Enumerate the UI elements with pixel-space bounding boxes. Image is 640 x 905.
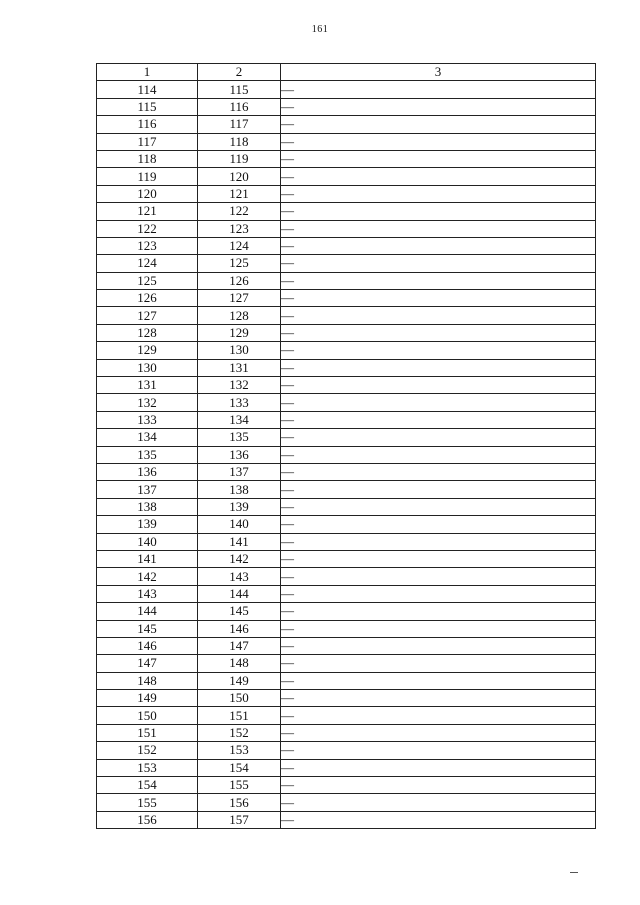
table-cell-col2: 127 [198,290,281,307]
table-cell-col3: — [281,603,596,620]
table-cell-col2: 129 [198,324,281,341]
table-cell-col2: 121 [198,185,281,202]
table-cell-col2: 138 [198,481,281,498]
table-row [97,168,596,185]
table-row [97,307,596,324]
table-cell-col3: — [281,290,596,307]
table-cell-col1: 118 [97,150,198,167]
table-cell-col2: 125 [198,255,281,272]
table-cell-col2: 148 [198,655,281,672]
table-cell-col3: — [281,637,596,654]
table-row [97,533,596,550]
table-cell-col1: 121 [97,203,198,220]
table-row [97,794,596,811]
table-cell-col2: 139 [198,498,281,515]
table-cell-col2: 117 [198,116,281,133]
table-cell-col1: 139 [97,516,198,533]
table-row [97,133,596,150]
corner-mark [570,872,578,873]
table-cell-col2: 147 [198,637,281,654]
table-row [97,185,596,202]
table-cell-col1: 135 [97,446,198,463]
table-row [97,324,596,341]
table-row [97,429,596,446]
table-cell-col2: 151 [198,707,281,724]
table-cell-col2: 116 [198,98,281,115]
table-row [97,620,596,637]
table-cell-col3: — [281,185,596,202]
table-cell-col1: 132 [97,394,198,411]
table-cell-col1: 130 [97,359,198,376]
table-cell-col3: — [281,98,596,115]
table-row [97,777,596,794]
table-cell-col2: 140 [198,516,281,533]
table-cell-col2: 137 [198,463,281,480]
table-body [97,81,596,829]
table-cell-col1: 156 [97,811,198,828]
table-cell-col1: 154 [97,777,198,794]
table-cell-col2: 128 [198,307,281,324]
table-header-row [97,64,596,81]
data-table [96,63,596,829]
column-header-2: 2 [198,64,281,81]
table-cell-col2: 143 [198,568,281,585]
table-cell-col2: 126 [198,272,281,289]
table-row [97,672,596,689]
table-cell-col3: — [281,620,596,637]
table-row [97,342,596,359]
table-cell-col3: — [281,585,596,602]
table-cell-col2: 130 [198,342,281,359]
table-cell-col3: — [281,568,596,585]
table-row [97,116,596,133]
table-cell-col1: 138 [97,498,198,515]
table-cell-col3: — [281,429,596,446]
table-row [97,498,596,515]
table-row [97,290,596,307]
table-cell-col1: 147 [97,655,198,672]
table-cell-col3: — [281,777,596,794]
table-cell-col1: 146 [97,637,198,654]
table-cell-col2: 124 [198,237,281,254]
table-cell-col2: 115 [198,81,281,98]
table-cell-col3: — [281,359,596,376]
table-cell-col1: 127 [97,307,198,324]
table-cell-col3: — [281,116,596,133]
table-header [97,64,596,81]
table-row [97,463,596,480]
table-cell-col3: — [281,498,596,515]
column-header-1: 1 [97,64,198,81]
table-row [97,707,596,724]
table-cell-col3: — [281,324,596,341]
table-row [97,272,596,289]
table-cell-col1: 142 [97,568,198,585]
table-cell-col2: 157 [198,811,281,828]
table-cell-col3: — [281,463,596,480]
table-cell-col2: 136 [198,446,281,463]
table-cell-col2: 150 [198,690,281,707]
table-row [97,81,596,98]
table-cell-col3: — [281,150,596,167]
table-row [97,655,596,672]
table-cell-col3: — [281,133,596,150]
table-cell-col1: 149 [97,690,198,707]
table-cell-col1: 153 [97,759,198,776]
table-cell-col2: 122 [198,203,281,220]
table-cell-col3: — [281,220,596,237]
table-cell-col2: 146 [198,620,281,637]
table-cell-col1: 126 [97,290,198,307]
table-row [97,724,596,741]
table-row [97,411,596,428]
table-row [97,637,596,654]
table-cell-col1: 143 [97,585,198,602]
table-cell-col1: 119 [97,168,198,185]
table-cell-col1: 136 [97,463,198,480]
table-cell-col3: — [281,550,596,567]
table-cell-col2: 135 [198,429,281,446]
column-header-3: 3 [281,64,596,81]
table-row [97,446,596,463]
table-cell-col3: — [281,759,596,776]
table-cell-col1: 116 [97,116,198,133]
table-cell-col2: 145 [198,603,281,620]
table-cell-col1: 115 [97,98,198,115]
table-cell-col1: 123 [97,237,198,254]
table-cell-col2: 123 [198,220,281,237]
table-row [97,481,596,498]
table-row [97,237,596,254]
table-cell-col3: — [281,672,596,689]
table-row [97,585,596,602]
table-cell-col3: — [281,707,596,724]
table-row [97,516,596,533]
table-cell-col3: — [281,203,596,220]
table-cell-col3: — [281,307,596,324]
table-cell-col1: 133 [97,411,198,428]
table-cell-col3: — [281,342,596,359]
table-row [97,759,596,776]
table-cell-col2: 133 [198,394,281,411]
table-row [97,150,596,167]
table-row [97,742,596,759]
table-row [97,359,596,376]
table-row [97,690,596,707]
table-cell-col1: 140 [97,533,198,550]
table-cell-col1: 152 [97,742,198,759]
table-row [97,203,596,220]
table-row [97,220,596,237]
table-cell-col3: — [281,516,596,533]
table-cell-col3: — [281,794,596,811]
table-cell-col3: — [281,411,596,428]
table-cell-col2: 149 [198,672,281,689]
page-number: 161 [311,24,329,35]
table-cell-col3: — [281,237,596,254]
table-cell-col2: 153 [198,742,281,759]
table-cell-col2: 155 [198,777,281,794]
table-cell-col1: 128 [97,324,198,341]
table-cell-col2: 132 [198,377,281,394]
table-cell-col1: 151 [97,724,198,741]
table-cell-col2: 152 [198,724,281,741]
table-cell-col1: 131 [97,377,198,394]
table-cell-col1: 137 [97,481,198,498]
table-cell-col1: 148 [97,672,198,689]
table-row [97,550,596,567]
table-cell-col2: 154 [198,759,281,776]
table-cell-col2: 119 [198,150,281,167]
table-cell-col3: — [281,655,596,672]
table-cell-col2: 120 [198,168,281,185]
table-cell-col1: 125 [97,272,198,289]
table-cell-col2: 141 [198,533,281,550]
table-cell-col3: — [281,533,596,550]
table-cell-col1: 150 [97,707,198,724]
table-row [97,603,596,620]
table-cell-col2: 134 [198,411,281,428]
table-cell-col3: — [281,255,596,272]
table-cell-col3: — [281,811,596,828]
table-cell-col1: 122 [97,220,198,237]
table-row [97,98,596,115]
table-cell-col2: 131 [198,359,281,376]
table-cell-col1: 120 [97,185,198,202]
table-cell-col1: 144 [97,603,198,620]
table-cell-col1: 129 [97,342,198,359]
table-cell-col1: 134 [97,429,198,446]
table-cell-col3: — [281,690,596,707]
table-cell-col3: — [281,724,596,741]
table-cell-col1: 124 [97,255,198,272]
table-cell-col1: 155 [97,794,198,811]
table-row [97,377,596,394]
table-cell-col1: 141 [97,550,198,567]
table-cell-col2: 118 [198,133,281,150]
table-cell-col3: — [281,394,596,411]
table-cell-col2: 144 [198,585,281,602]
table-cell-col3: — [281,272,596,289]
table-cell-col1: 117 [97,133,198,150]
table-cell-col2: 156 [198,794,281,811]
table-row [97,255,596,272]
table-cell-col1: 145 [97,620,198,637]
table-cell-col3: — [281,446,596,463]
table-cell-col3: — [281,742,596,759]
table-row [97,568,596,585]
table-cell-col3: — [281,481,596,498]
table-cell-col3: — [281,81,596,98]
table-cell-col3: — [281,168,596,185]
table-cell-col3: — [281,377,596,394]
table-cell-col2: 142 [198,550,281,567]
table-row [97,811,596,828]
table-cell-col1: 114 [97,81,198,98]
table-row [97,394,596,411]
